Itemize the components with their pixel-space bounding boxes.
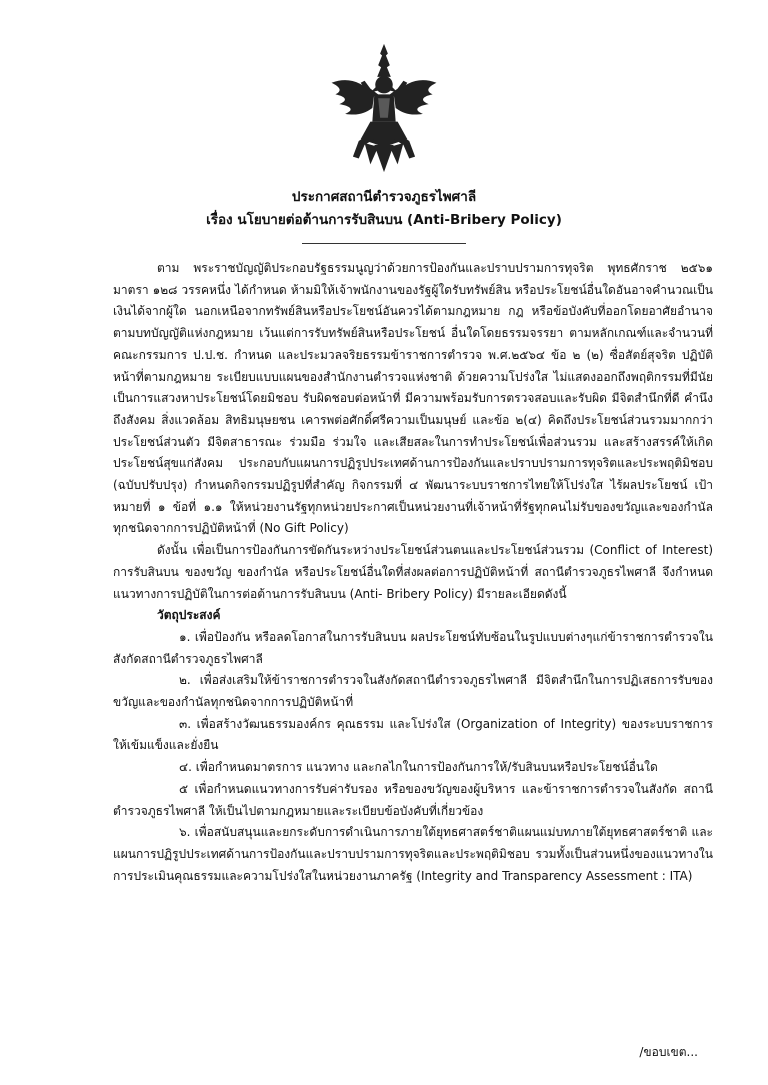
continuation-note: /ขอบเขต... (639, 1045, 698, 1059)
objective-item: ๔. เพื่อกำหนดมาตรการ แนวทาง และกลไกในการป้องกันการให้/รับสินบนหรือประโยชน์อื่นใด (179, 760, 658, 775)
objective-item: ๕ เพื่อกำหนดแนวทางการรับค่ารับรอง หรือของขวัญของผู้บริหาร และข้าราชการตำรวจในสังกัด สถานีตำรวจภูธรไพศาลี ให้เป็นไปตามกฎหมายและระเบียบข้อบังคับที่เกี่ยวข้อง (113, 781, 713, 818)
document-title: ประกาศสถานีตำรวจภูธรไพศาลี (291, 189, 477, 205)
paragraph-2: ดังนั้น เพื่อเป็นการป้องกันการขัดกันระหว่างประโยชน์ส่วนตนและประโยชน์ส่วนรวม (Conflict of Interest) การรับสินบน ของขวัญ ของกำนัล หรือประโยชน์อื่นใดที่ส่งผลต่อการปฏิบัติหน้าที่ สถานีตำรวจภูธรไพศาลี จึงกำหนดแนวทางการปฏิบัติในการต่อต้านการรับสินบน (Anti- Bribery Policy) มีรายละเอียดดังนี้ (113, 543, 713, 601)
objective-item: ๓. เพื่อสร้างวัฒนธรรมองค์กร คุณธรรม และโปร่งใส (Organization of Integrity) ของระบบราชการให้เข้มแข็งและยั่งยืน (113, 716, 713, 753)
objective-item: ๖. เพื่อสนับสนุนและยกระดับการดำเนินการภายใต้ยุทธศาสตร์ชาติแผนแม่บทภายใต้ยุทธศาสตร์ชาติ และแผนการปฏิรูปประเทศด้านการป้องกันและปราบปรามการทุจริตและประพฤติมิชอบ รวมทั้งเป็นส่วนหนึ่งของแนวทางในการประเมินคุณธรรมและความโปร่งใสในหน่วยงานภาครัฐ (Integrity and Transparency Assessment : ITA) (113, 825, 713, 883)
objectives-heading: วัตถุประสงค์ (157, 608, 221, 623)
paragraph-1: ตาม พระราชบัญญัติประกอบรัฐธรรมนูญว่าด้วยการป้องกันและปราบปรามการทุจริต พุทธศักราช ๒๕๖๑ มาตรา ๑๒๘ วรรคหนึ่ง ได้กำหนด ห้ามมิให้เจ้าพนักงานของรัฐผู้ใดรับทรัพย์สิน หรือประโยชน์อื่นใดอันอาจคำนวณเป็นเงินได้จากผู้ใด นอกเหนือจากทรัพย์สินหรือประโยชน์อันควรได้ตามกฎหมาย กฎ หรือข้อบังคับที่ออกโดยอาศัยอำนาจตามบทบัญญัติแห่งกฎหมาย เว้นแต่การรับทรัพย์สินหรือประโยชน์ อื่นใดโดยธรรมจรรยา ตามหลักเกณฑ์และจำนวนที่คณะกรรมการ ป.ป.ช. กำหนด และประมวลจริยธรรมข้าราชการตำรวจ พ.ศ.๒๕๖๔ ข้อ ๒ (๒) ซื่อสัตย์สุจริต ปฏิบัติหน้าที่ตามกฎหมาย ระเบียบแบบแผนของสำนักงานตำรวจแห่งชาติ ด้วยความโปร่งใส ไม่แสดงออกถึงพฤติกรรมที่มีนัยเป็นการแสวงหาประโยชน์โดยมิชอบ รับผิดชอบต่อหน้าที่ มีความพร้อมรับการตรวจสอบและรับผิด มีจิตสำนึกที่ดี คำนึงถึงสังคม สิ่งแวดล้อม สิทธิมนุษยชน เคารพต่อศักดิ์ศรีความเป็นมนุษย์ และข้อ ๒(๔) คิดถึงประโยชน์ส่วนรวมมากกว่าประโยชน์ส่วนตัว มีจิตสาธารณะ ร่วมมือ ร่วมใจ และเสียสละในการทำประโยชน์เพื่อส่วนรวม และสร้างสรรค์ให้เกิดประโยชน์สุขแก่สังคม ประกอบกับแผนการปฏิรูปประเทศด้านการป้องกันและปราบปรามการทุจริตและประพฤติมิชอบ (ฉบับปรับปรุง) กำหนดกิจกรรมปฏิรูปที่สำคัญ กิจกรรมที่ ๔ พัฒนาระบบราชการไทยให้โปร่งใส ไร้ผลประโยชน์ เป้าหมายที่ ๑ ข้อที่ ๑.๑ ให้หน่วยงานรัฐทุกหน่วยประกาศเป็นหน่วยงานที่เจ้าหน้าที่รัฐทุกคนไม่รับของขวัญและของกำนัลทุกชนิดจากการปฏิบัติหน้าที่ (No Gift Policy) (113, 261, 713, 536)
garuda-emblem-icon (325, 40, 443, 176)
document-body (113, 258, 713, 887)
document-subject: เรื่อง นโยบายต่อต้านการรับสินบน (Anti-Bribery Policy) (206, 212, 562, 228)
objective-item: ๒. เพื่อส่งเสริมให้ข้าราชการตำรวจในสังกัดสถานีตำรวจภูธรไพศาลี มีจิตสำนึกในการปฏิเสธการรับของขวัญและของกำนัลทุกชนิดจากการปฏิบัติหน้าที่ (113, 673, 713, 710)
objective-item: ๑. เพื่อป้องกัน หรือลดโอกาสในการรับสินบน ผลประโยชน์ทับซ้อนในรูปแบบต่างๆแก่ข้าราชการตำรวจในสังกัดสถานีตำรวจภูธรไพศาลี (113, 629, 713, 666)
title-divider (302, 243, 466, 244)
